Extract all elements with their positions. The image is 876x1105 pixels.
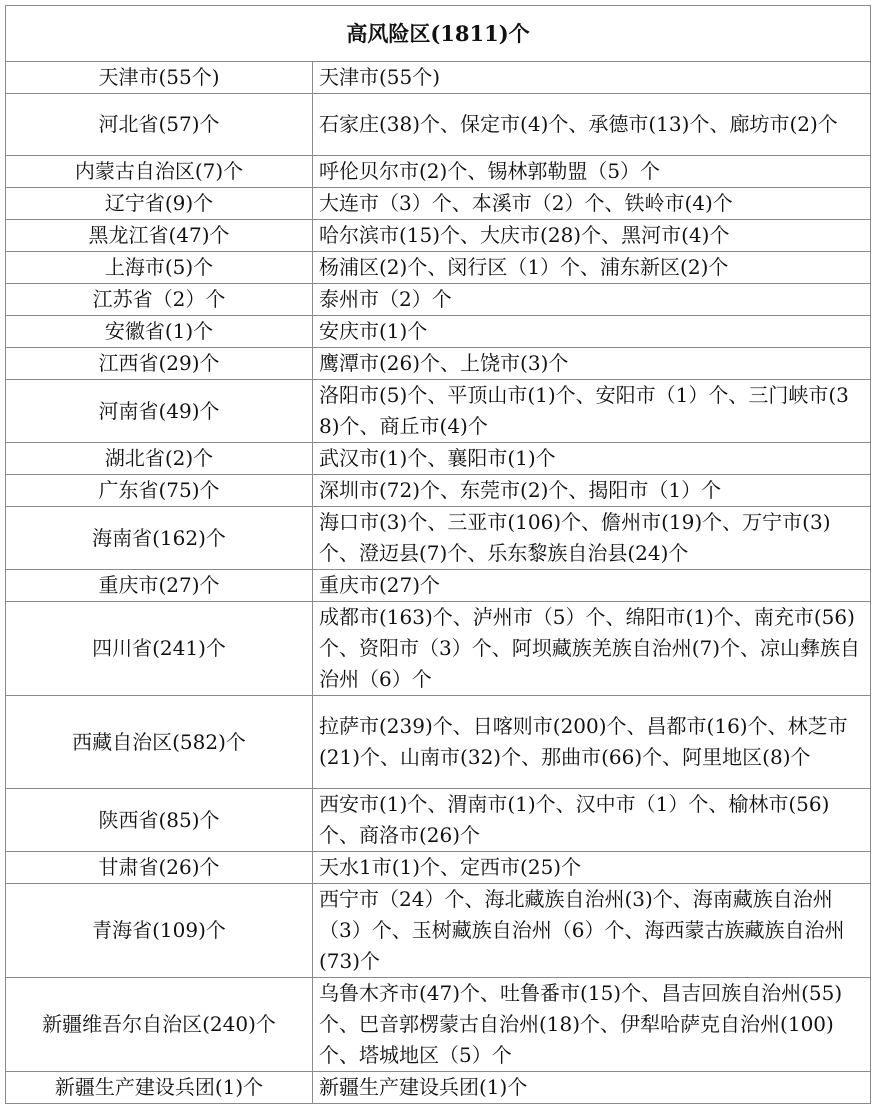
province-cell: 重庆市(27)个: [6, 570, 313, 602]
table-row: [6, 348, 871, 380]
table-row: [6, 156, 871, 188]
table-row: [6, 62, 871, 94]
table-row: [6, 1072, 871, 1104]
table-row: [6, 789, 871, 852]
province-cell: 新疆维吾尔自治区(240)个: [6, 978, 313, 1072]
province-cell: 河北省(57)个: [6, 94, 313, 156]
table-row: [6, 188, 871, 220]
table-row: [6, 507, 871, 570]
cities-cell: 天水1市(1)个、定西市(25)个: [313, 852, 871, 884]
high-risk-table: [5, 5, 871, 1104]
cities-cell: 泰州市（2）个: [313, 284, 871, 316]
province-cell: 海南省(162)个: [6, 507, 313, 570]
province-cell: 河南省(49)个: [6, 380, 313, 443]
cities-cell: 成都市(163)个、泸州市（5）个、绵阳市(1)个、南充市(56)个、资阳市（3）个、阿坝藏族羌族自治州(7)个、凉山彝族自治州（6）个: [313, 602, 871, 696]
province-cell: 陕西省(85)个: [6, 789, 313, 852]
cities-cell: 重庆市(27)个: [313, 570, 871, 602]
table-row: [6, 284, 871, 316]
province-cell: 甘肃省(26)个: [6, 852, 313, 884]
table-row: [6, 380, 871, 443]
cities-cell: 石家庄(38)个、保定市(4)个、承德市(13)个、廊坊市(2)个: [313, 94, 871, 156]
table-title: 高风险区(1811)个: [6, 6, 871, 62]
cities-cell: 深圳市(72)个、东莞市(2)个、揭阳市（1）个: [313, 475, 871, 507]
table-body: [6, 6, 871, 1104]
province-cell: 江西省(29)个: [6, 348, 313, 380]
province-cell: 内蒙古自治区(7)个: [6, 156, 313, 188]
table-row: [6, 443, 871, 475]
cities-cell: 大连市（3）个、本溪市（2）个、铁岭市(4)个: [313, 188, 871, 220]
table-row: [6, 884, 871, 978]
table-row: [6, 94, 871, 156]
cities-cell: 新疆生产建设兵团(1)个: [313, 1072, 871, 1104]
table-row: [6, 602, 871, 696]
province-cell: 四川省(241)个: [6, 602, 313, 696]
cities-cell: 西安市(1)个、渭南市(1)个、汉中市（1）个、榆林市(56)个、商洛市(26)个: [313, 789, 871, 852]
province-cell: 西藏自治区(582)个: [6, 696, 313, 789]
province-cell: 青海省(109)个: [6, 884, 313, 978]
table-row: [6, 570, 871, 602]
province-cell: 黑龙江省(47)个: [6, 220, 313, 252]
province-cell: 安徽省(1)个: [6, 316, 313, 348]
cities-cell: 鹰潭市(26)个、上饶市(3)个: [313, 348, 871, 380]
cities-cell: 哈尔滨市(15)个、大庆市(28)个、黑河市(4)个: [313, 220, 871, 252]
cities-cell: 乌鲁木齐市(47)个、吐鲁番市(15)个、昌吉回族自治州(55)个、巴音郭楞蒙古自治州(18)个、伊犁哈萨克自治州(100)个、塔城地区（5）个: [313, 978, 871, 1072]
cities-cell: 拉萨市(239)个、日喀则市(200)个、昌都市(16)个、林芝市(21)个、山南市(32)个、那曲市(66)个、阿里地区(8)个: [313, 696, 871, 789]
cities-cell: 杨浦区(2)个、闵行区（1）个、浦东新区(2)个: [313, 252, 871, 284]
cities-cell: 武汉市(1)个、襄阳市(1)个: [313, 443, 871, 475]
cities-cell: 呼伦贝尔市(2)个、锡林郭勒盟（5）个: [313, 156, 871, 188]
table-row: [6, 316, 871, 348]
cities-cell: 天津市(55个): [313, 62, 871, 94]
cities-cell: 洛阳市(5)个、平顶山市(1)个、安阳市（1）个、三门峡市(38)个、商丘市(4)个: [313, 380, 871, 443]
table-header-row: [6, 6, 871, 62]
cities-cell: 西宁市（24）个、海北藏族自治州(3)个、海南藏族自治州（3）个、玉树藏族自治州（6）个、海西蒙古族藏族自治州(73)个: [313, 884, 871, 978]
table-row: [6, 220, 871, 252]
cities-cell: 海口市(3)个、三亚市(106)个、儋州市(19)个、万宁市(3)个、澄迈县(7)个、乐东黎族自治县(24)个: [313, 507, 871, 570]
province-cell: 天津市(55个): [6, 62, 313, 94]
table-row: [6, 696, 871, 789]
table-row: [6, 852, 871, 884]
province-cell: 江苏省（2）个: [6, 284, 313, 316]
cities-cell: 安庆市(1)个: [313, 316, 871, 348]
province-cell: 广东省(75)个: [6, 475, 313, 507]
table-row: [6, 475, 871, 507]
province-cell: 辽宁省(9)个: [6, 188, 313, 220]
province-cell: 上海市(5)个: [6, 252, 313, 284]
table-row: [6, 252, 871, 284]
province-cell: 新疆生产建设兵团(1)个: [6, 1072, 313, 1104]
table-row: [6, 978, 871, 1072]
province-cell: 湖北省(2)个: [6, 443, 313, 475]
